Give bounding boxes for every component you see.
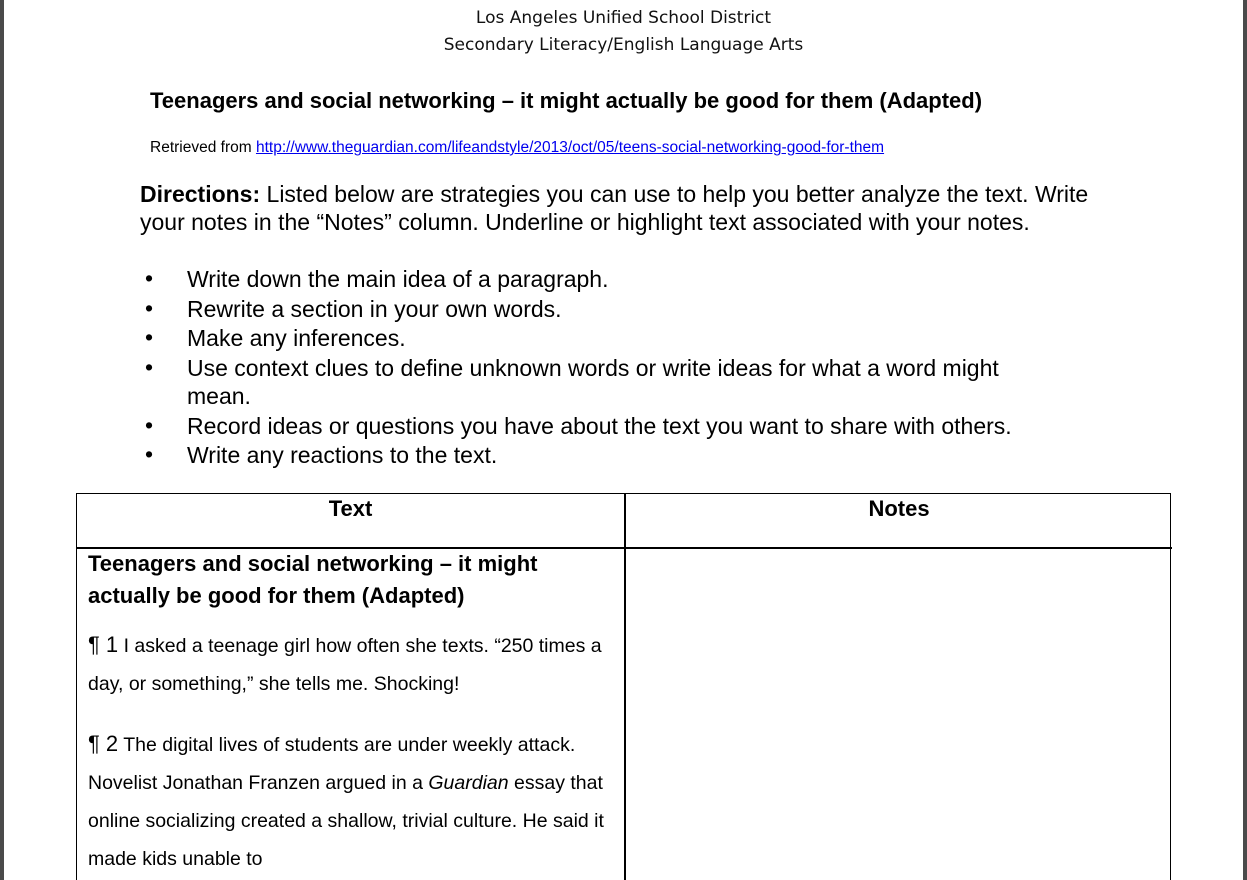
bullet-icon: • xyxy=(145,295,154,321)
bullet-icon: • xyxy=(145,354,154,380)
list-item-text: Use context clues to define unknown words or write ideas for what a word might mean. xyxy=(187,355,999,409)
bullet-icon: • xyxy=(145,265,154,291)
bullet-icon: • xyxy=(145,441,154,467)
text-cell xyxy=(88,548,608,870)
source-line xyxy=(150,139,884,157)
list-item-text: Write down the main idea of a paragraph. xyxy=(187,266,609,292)
directions-text: Listed below are strategies you can use to help you better analyze the text. Write your notes in the “Notes” column. Underline or highlight text associated with your notes. xyxy=(140,181,1089,235)
article-title: Teenagers and social networking – it might actually be good for them (Adapted) xyxy=(88,551,538,608)
directions-label: Directions: xyxy=(140,181,261,207)
paragraph-marker: ¶ 1 xyxy=(88,632,119,657)
paragraph-text: I asked a teenage girl how often she texts. “250 times a day, or something,” she tells me. Shocking! xyxy=(88,635,602,695)
paragraph-marker: ¶ 2 xyxy=(88,731,119,756)
paragraph-text-after: essay that online socializing created a shallow, trivial culture. He said it made kids unable to xyxy=(88,772,604,870)
list-item-text: Write any reactions to the text. xyxy=(187,442,498,468)
document-title: Teenagers and social networking – it might actually be good for them (Adapted) xyxy=(150,88,983,113)
directions-paragraph xyxy=(140,180,1100,236)
list-item-text: Make any inferences. xyxy=(187,325,406,351)
paragraph-1 xyxy=(88,626,608,703)
notes-table xyxy=(76,493,1171,880)
text-column-header: Text xyxy=(328,496,373,521)
district-header: Los Angeles Unified School District xyxy=(475,8,772,28)
list-item-text: Rewrite a section in your own words. xyxy=(187,296,562,322)
source-link[interactable]: http://www.theguardian.com/lifeandstyle/2013/oct/05/teens-social-networking-good-for-them xyxy=(255,139,885,156)
list-item-text: Record ideas or questions you have about the text you want to share with others. xyxy=(187,413,1012,439)
source-prefix: Retrieved from xyxy=(150,139,252,156)
bullet-icon: • xyxy=(145,412,154,438)
notes-cell[interactable] xyxy=(626,549,1172,880)
bullet-icon: • xyxy=(145,324,154,350)
notes-column-header: Notes xyxy=(868,496,930,521)
paragraph-text-before: The digital lives of students are under weekly attack. Novelist Jonathan Franzen argued in a xyxy=(88,734,576,794)
paragraph-2 xyxy=(88,725,608,878)
publication-name: Guardian xyxy=(428,772,509,794)
department-header: Secondary Literacy/English Language Arts xyxy=(443,35,804,55)
